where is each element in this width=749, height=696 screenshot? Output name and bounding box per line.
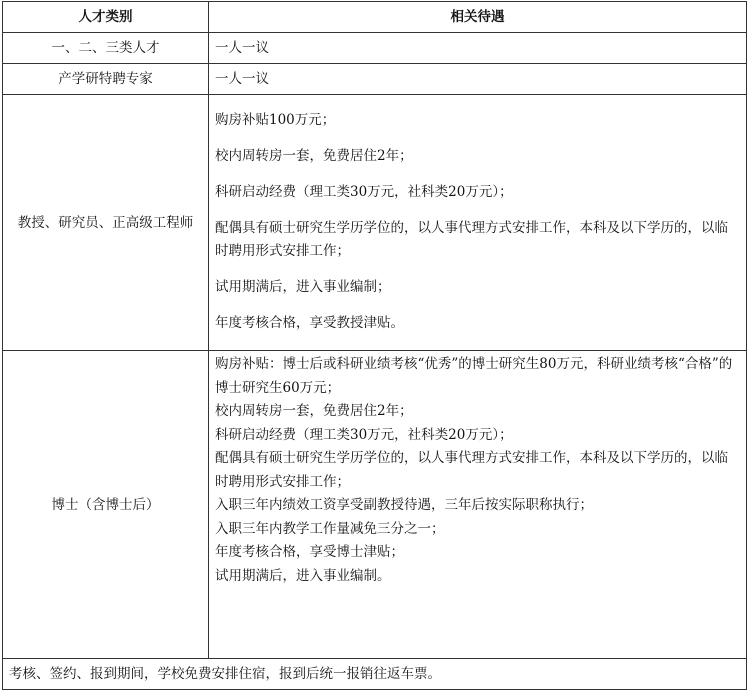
table-row	[3, 95, 747, 351]
header-benefits: 相关待遇	[209, 2, 747, 33]
benefits-cell	[209, 351, 747, 659]
benefit-line: 一人一议	[209, 64, 747, 95]
table-row	[3, 33, 747, 64]
benefit-line: 配偶具有硕士研究生学历学位的，以人事代理方式安排工作，本科及以下学历的，以临时聘用形式安排工作；	[215, 220, 728, 259]
benefit-line: 入职三年内教学工作量减免三分之一；	[215, 520, 445, 537]
benefit-line: 购房补贴100万元；	[215, 112, 336, 128]
header-row	[3, 2, 747, 33]
category-cell: 一、二、三类人才	[3, 33, 209, 64]
table-row	[3, 351, 747, 659]
footer-row	[3, 659, 747, 690]
benefit-line: 科研启动经费（理工类30万元，社科类20万元）；	[215, 426, 513, 443]
benefit-line: 试用期满后，进入事业编制。	[215, 567, 391, 584]
table-row	[3, 64, 747, 95]
benefit-line: 购房补贴：博士后或科研业绩考核“优秀”的博士研究生80万元，科研业绩考核“合格”的博士研究生60万元；	[215, 356, 733, 396]
category-cell: 产学研特聘专家	[3, 64, 209, 95]
category-cell: 博士（含博士后）	[3, 351, 209, 659]
benefit-line: 科研启动经费（理工类30万元，社科类20万元）；	[215, 184, 513, 200]
benefit-line: 校内周转房一套，免费居住2年；	[215, 148, 413, 164]
benefits-cell	[209, 95, 747, 351]
benefit-line: 年度考核合格，享受教授津贴。	[215, 315, 404, 331]
benefit-line: 一人一议	[209, 33, 747, 64]
footer-note: 考核、签约、报到期间，学校免费安排住宿，报到后统一报销往返车票。	[3, 659, 747, 690]
benefit-line: 校内周转房一套，免费居住2年；	[215, 403, 413, 419]
benefit-line: 配偶具有硕士研究生学历学位的，以人事代理方式安排工作，本科及以下学历的，以临时聘用形式安排工作；	[215, 450, 728, 490]
benefits-table	[2, 1, 747, 690]
benefit-line: 年度考核合格，享受博士津贴；	[215, 544, 404, 560]
header-category: 人才类别	[3, 2, 209, 33]
benefit-line: 入职三年内绩效工资享受副教授待遇，三年后按实际职称执行；	[215, 497, 593, 513]
category-cell: 教授、研究员、正高级工程师	[3, 95, 209, 351]
benefit-line: 试用期满后，进入事业编制；	[215, 279, 391, 295]
